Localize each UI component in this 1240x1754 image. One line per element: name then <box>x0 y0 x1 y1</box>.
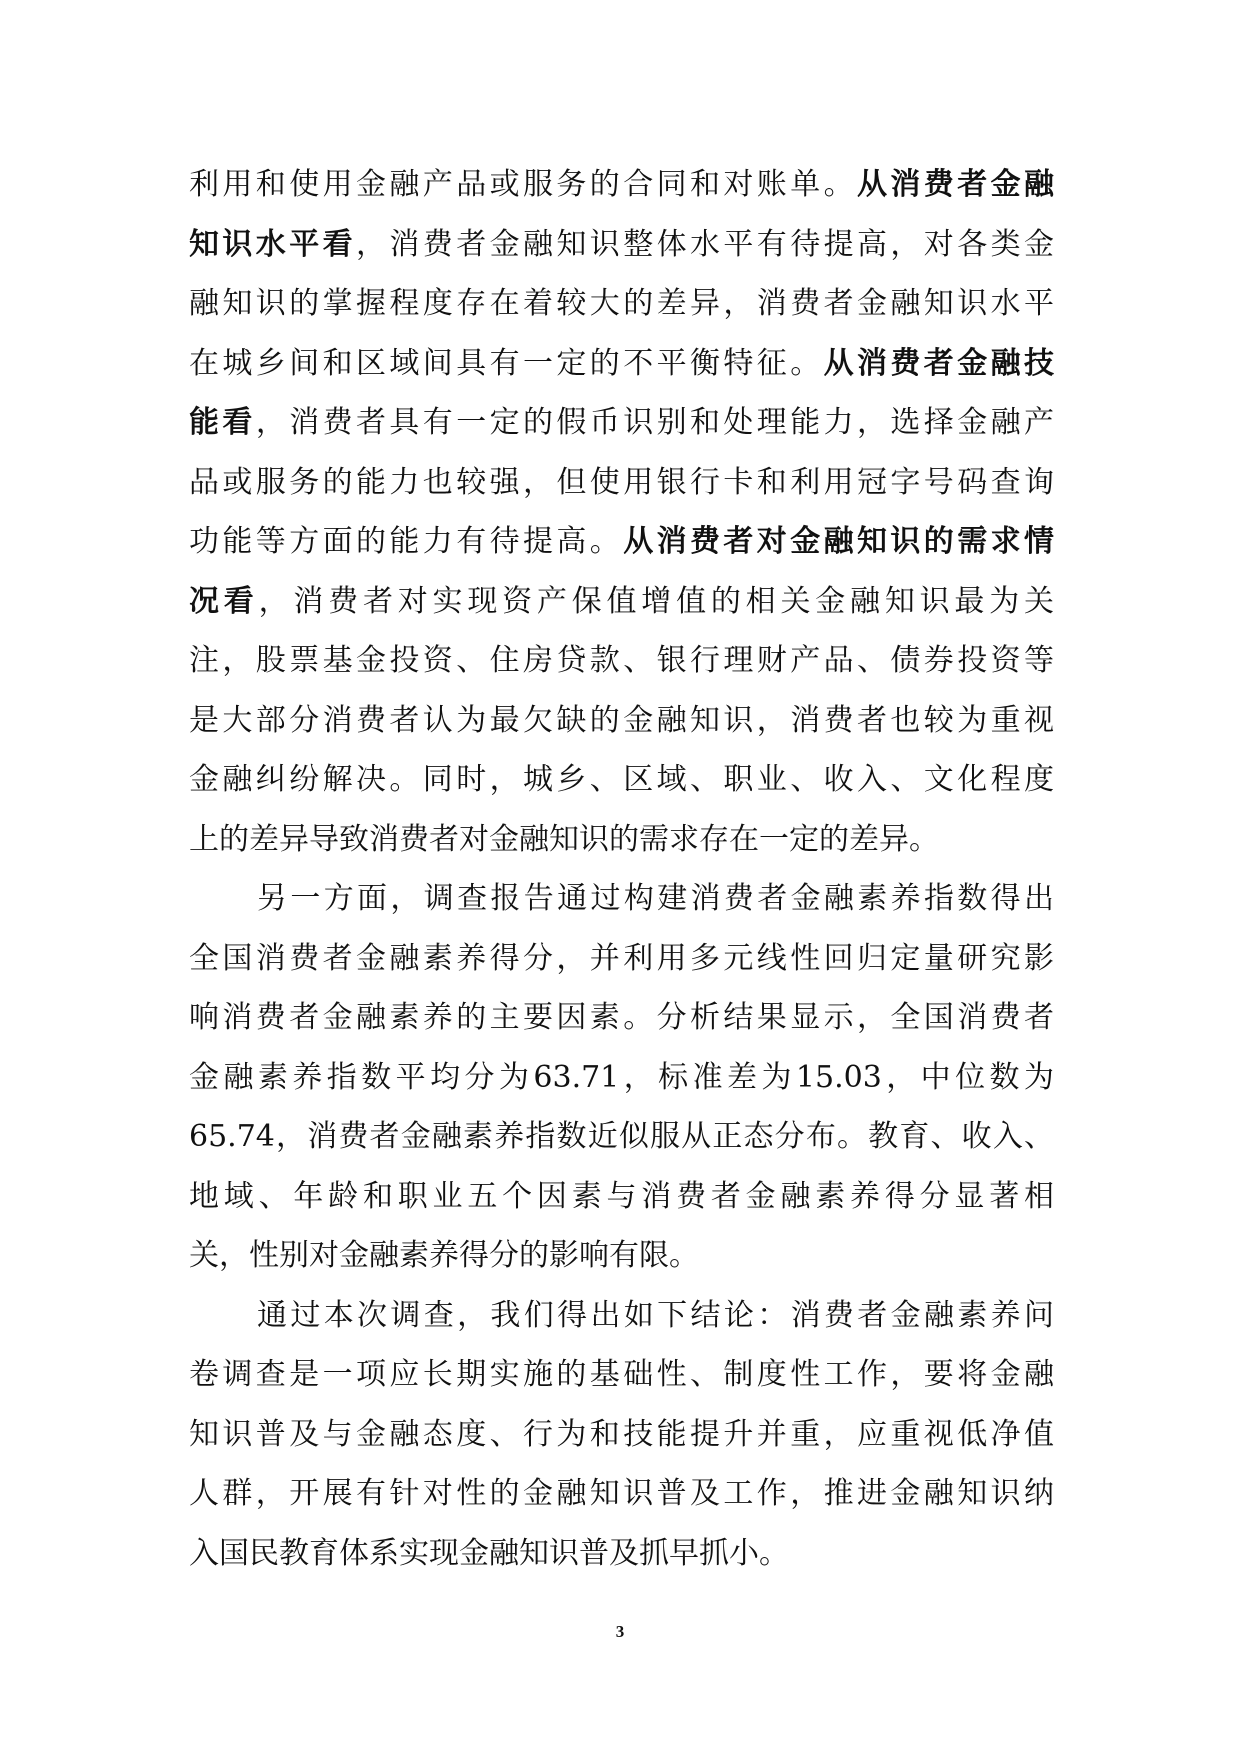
bold-heading-run: 能看 <box>189 405 256 440</box>
text-run: 功能等方面的能力有待提高。 <box>189 524 624 559</box>
text-line: 知识普及与金融态度、行为和技能提升并重，应重视低净值 <box>189 1416 1054 1452</box>
text-line: 65.74，消费者金融素养指数近似服从正态分布。教育、收入、 <box>189 1119 1054 1154</box>
text-line: 全国消费者金融素养得分，并利用多元线性回归定量研究影 <box>189 940 1054 976</box>
text-line: 入国民教育体系实现金融知识普及抓早抓小。 <box>189 1535 789 1571</box>
text-line: 另一方面，调查报告通过构建消费者金融素养指数得出 <box>257 881 1054 916</box>
text-line: 金融纠纷解决。同时，城乡、区域、职业、收入、文化程度 <box>189 762 1054 797</box>
text-line: 卷调查是一项应长期实施的基础性、制度性工作，要将金融 <box>189 1357 1054 1392</box>
text-line <box>189 215 1054 275</box>
text-line: 品或服务的能力也较强，但使用银行卡和利用冠字号码查询 <box>189 464 1054 500</box>
text-line: 注，股票基金投资、住房贷款、银行理财产品、债券投资等 <box>189 643 1054 678</box>
text-line: 上的差异导致消费者对金融知识的需求存在一定的差异。 <box>189 821 939 857</box>
bold-heading-run: 从消费者金融技 <box>823 345 1055 381</box>
text-line <box>189 512 1054 572</box>
page-number: 3 <box>615 1622 625 1641</box>
text-line: 地域、年龄和职业五个因素与消费者金融素养得分显著相 <box>189 1178 1054 1214</box>
text-run: 在城乡间和区域间具有一定的不平衡特征。 <box>189 345 824 381</box>
text-run: ，消费者金融知识整体水平有待提高，对各类金 <box>356 226 1054 262</box>
text-line <box>189 393 1054 453</box>
text-line: 通过本次调查，我们得出如下结论：消费者金融素养问 <box>257 1297 1054 1333</box>
text-line <box>189 572 1054 632</box>
text-line <box>189 155 1054 215</box>
bold-heading-run: 从消费者金融 <box>857 167 1054 202</box>
bold-heading-run: 知识水平看 <box>189 226 356 262</box>
bold-heading-run: 况看 <box>189 583 259 619</box>
text-line: 融知识的掌握程度存在着较大的差异，消费者金融知识水平 <box>189 286 1054 321</box>
text-line: 是大部分消费者认为最欠缺的金融知识，消费者也较为重视 <box>189 702 1054 738</box>
text-run: ，消费者对实现资产保值增值的相关金融知识最为关 <box>258 583 1055 619</box>
text-run: ，消费者具有一定的假币识别和处理能力，选择金融产 <box>255 405 1055 440</box>
text-line: 响消费者金融素养的主要因素。分析结果显示，全国消费者 <box>189 1000 1054 1035</box>
bold-heading-run: 从消费者对金融知识的需求情 <box>623 524 1055 559</box>
body-text <box>189 155 1054 1583</box>
text-run: 利用和使用金融产品或服务的合同和对账单。 <box>189 167 857 202</box>
text-line: 关，性别对金融素养得分的影响有限。 <box>189 1238 699 1273</box>
text-line: 人群，开展有针对性的金融知识普及工作，推进金融知识纳 <box>189 1476 1054 1511</box>
text-line <box>189 334 1054 394</box>
text-line: 金融素养指数平均分为63.71，标准差为15.03，中位数为 <box>189 1059 1054 1095</box>
